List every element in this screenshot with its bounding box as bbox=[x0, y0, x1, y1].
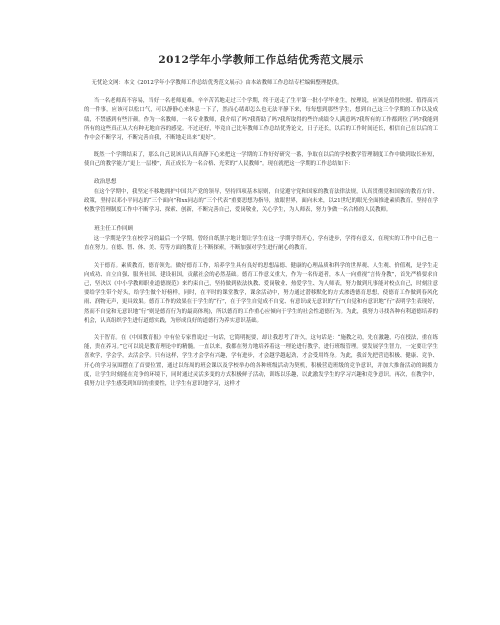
heading-politics: 政治思想 bbox=[94, 178, 117, 185]
class-teacher-body: 这一学期是学生在校学习的最后一个学期，曾经自纸黑字地计划让学生在这一学期学得开心，学有进步，学得有意义，在现实的工作中自己也一直在努力。在德、智、体、美、劳等方面的教育上不断探索，不断加强对学生进行耐心的教育。 bbox=[84, 236, 438, 252]
moral-education: 关于德育。素质教育，德育领先。做好德育工作，培养学生具有良好的思想品德、健康的心理品质和科学的世界观、人生观、价值观，是学生走向成功、自立自强、服务社国、建设祖国，贡献社会的必然基础。德育工作意义重大，作为一名传道者，本人一向重视“言传身教”，首先严格要求自己，坚决以《中小学教师职业道德规范》来约束自己，坚持做到依法执教、爱岗敬业、热爱学生、为人师表，努力做到凡事能对校点自己，时刻注意要给学生带个好头，给学生做个好榜样，同时，在平时的课堂教学，课余活动中，努力通过潜移默化的方式渗透德育思想，使德育工作做到春风化雨、润物无声，更具效果。德育工作的效果在于学生的“行”，在于学生自觉成不自觉、有意识或无意识的“行”(自觉和有意识地“行”表明学生表现好，然而不自觉和无意识地“行”则是德育行为的最高体现)，所以德育的工作重心应倾向于学生的社会性道德行为。为此，我努力寻找各种有利道德培养的机会，认真组织学生进行道德实践，为形成良好的道德行为养实意识基础。 bbox=[84, 262, 438, 324]
intro-note: 无忧论文网：本文《2012学年小学教师工作总结优秀范文展示》由本站教师工作总结专栏编辑整理提供。 bbox=[91, 80, 343, 86]
intellectual-education: 关于智育。在《中国教育报》中有位专家曾说过一句话，它简明扼要，却让我思考了许久，这句话是：“施教之功，先在激趣，巧在授法，重在练能，贵在养习。”它可以说是教育理论中的精髓。一直以来，我都在努力地培养着这一理论进行教学，进行班级管理。要发展学生智力，一定要让学生喜欢学，学会学，去活会学。只有这样，学生才会学有兴趣，学有进步，才会越学越起劲，才会受用终身。为此，我首先把营造积极、健康、竞争、开心的学习氛围摆在了首要位置，通过以每周的班会课以及学校举办的各种班级活动为契机，积极营造班级的竞争意识，并加大推备活动的调拨力度，让学生时刻能在竞争的环境下，同时通过灵活多变的方式积极鲜子活动，训练以乐趣，以此激发学生的学习兴趣和竞争意识。再次，在教学中，我努力让学生感受到知识的重要性，让学生有意识地学习，这样才 bbox=[84, 335, 438, 388]
reflection: 既然一个学期结束了，那么自己说该认认真真静下心来把这一学期的工作好好研究一番，争取在以后的学校教学管理制度工作中做到取长补短，使自己的教学能力“更上一层楼”，真正成长为一名合格、光荣的“人民教师”。现在就把这一学期的工作总结如下： bbox=[84, 152, 438, 168]
document-title: 2012学年小学教师工作总结优秀范文展示 bbox=[158, 54, 364, 66]
document-body bbox=[84, 79, 438, 389]
heading-class-teacher: 班主任工作回顾 bbox=[94, 226, 134, 233]
opening: 当一名老师真不容易，当好一名老师更难。辛辛苦苦地走过三个学期，终于送走了生平第一批小学毕业生，按理说，应该是值得快慰、值得高兴的一件事，应该可以松口气，可以静静心来休息一下了，然而心绪却怎么也无法平静下来，每每想到那些学生，想到自己这三个学期的工作以及成绩，不禁感到有些汗颜。作为一名教师，一名专业教师，我介绍了吗?我帮助了吗?我所取得的些许成绩令人满意吗?我所有的工作都到位了吗?我能到所有的这些真正从大有种无地自容的感觉。不过还好，毕竟自己比年教师工作总结优秀论文，日子还长，以后的工作时间还长，相信自己在以后的工作中会不断学习，不断完善自我，不断地走出来“更好”。 bbox=[84, 98, 438, 142]
politics-body: 在这个学期中，我坚定不移地拥护中国共产党的领导，坚持四项基本原则，自觉遵守党和国家的教育法律法规，认真贯彻党和国家的教育方针、政策，坚持以邓小平同志的“三个面向”和xx同志的“三个代表”重要思想为指导，放眼世界，面向未来，以21世纪的眼光全面推进素质教育，坚持在学校教学管理制度工作中不断学习、探索、创新，不断完善自己，爱岗敬业，关心学生，为人师表，努力争做一名合格的人民教师。 bbox=[84, 188, 438, 214]
